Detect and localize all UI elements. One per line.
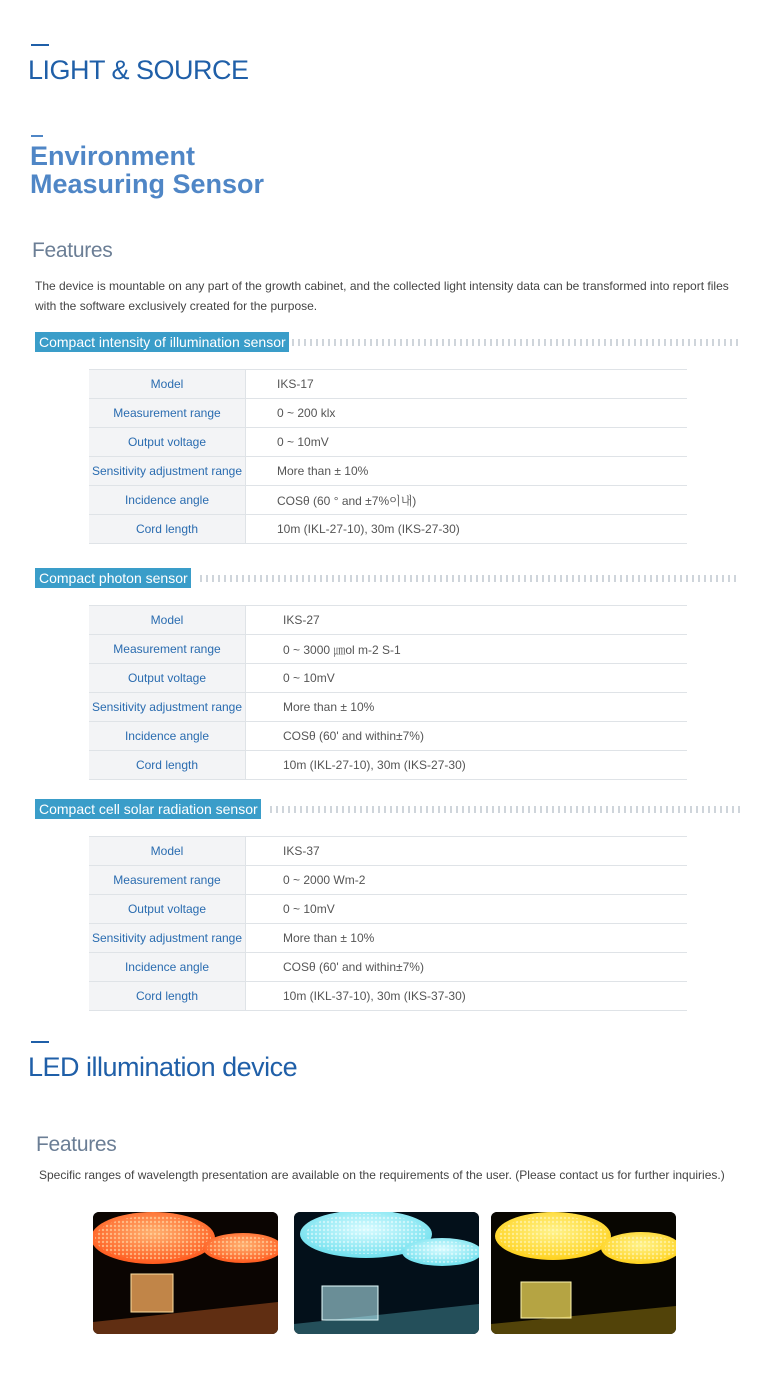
row-value: IKS-17 — [277, 377, 314, 391]
row-value: 0 ~ 10mV — [283, 902, 335, 916]
row-label: Output voltage — [89, 895, 246, 924]
table-row — [89, 837, 687, 866]
dotted-rule — [200, 575, 740, 582]
spec-table-illumination — [89, 369, 687, 544]
row-label: Model — [89, 606, 246, 635]
row-value: COSθ (60 ° and ±7%이내) — [277, 493, 417, 508]
row-label: Incidence angle — [89, 722, 246, 751]
led-title: LED illumination device — [28, 1052, 298, 1082]
row-value: 0 ~ 3000 ㎛ol m-2 S-1 — [283, 642, 401, 657]
row-label: Measurement range — [89, 399, 246, 428]
row-label: Sensitivity adjustment range — [89, 693, 246, 722]
row-label: Measurement range — [89, 866, 246, 895]
row-value: 10m (IKL-27-10), 30m (IKS-27-30) — [283, 758, 466, 772]
row-value: IKS-27 — [283, 613, 320, 627]
row-value: COSθ (60' and within±7%) — [283, 729, 424, 743]
env-title-line1: Environment — [30, 141, 196, 171]
row-label: Cord length — [89, 751, 246, 780]
led-features-heading: Features — [36, 1133, 117, 1156]
table-row — [89, 664, 687, 693]
led-photo-cyan — [294, 1212, 479, 1334]
table-row — [89, 982, 687, 1011]
row-value: More than ± 10% — [283, 700, 375, 714]
row-label: Incidence angle — [89, 953, 246, 982]
sensor-title: Compact intensity of illumination sensor — [35, 332, 289, 352]
table-row — [89, 953, 687, 982]
table-row — [89, 428, 687, 457]
led-photo-red — [93, 1212, 278, 1334]
row-label: Sensitivity adjustment range — [89, 924, 246, 953]
sensor-bar-photon — [35, 568, 740, 588]
table-row — [89, 399, 687, 428]
led-photo-yellow — [491, 1212, 676, 1334]
table-row — [89, 722, 687, 751]
table-row — [89, 370, 687, 399]
row-value: 0 ~ 10mV — [277, 435, 329, 449]
env-title — [30, 142, 264, 198]
row-label: Output voltage — [89, 664, 246, 693]
row-value: IKS-37 — [283, 844, 320, 858]
row-value: COSθ (60' and within±7%) — [283, 960, 424, 974]
section-title: LIGHT & SOURCE — [28, 55, 249, 85]
row-label: Sensitivity adjustment range — [89, 457, 246, 486]
spec-table-solar — [89, 836, 687, 1011]
table-row — [89, 751, 687, 780]
row-label: Output voltage — [89, 428, 246, 457]
sensor-bar-illumination — [35, 332, 740, 352]
table-row — [89, 895, 687, 924]
led-photo-yellow-image — [491, 1212, 676, 1334]
sensor-bar-solar — [35, 799, 740, 819]
row-label: Cord length — [89, 515, 246, 544]
led-photo-cyan-image — [294, 1212, 479, 1334]
table-row — [89, 924, 687, 953]
row-label: Incidence angle — [89, 486, 246, 515]
sensor-title: Compact photon sensor — [35, 568, 191, 588]
spec-table-photon — [89, 605, 687, 780]
sensor-title: Compact cell solar radiation sensor — [35, 799, 261, 819]
section-dash — [31, 44, 49, 46]
table-row — [89, 606, 687, 635]
table-row — [89, 457, 687, 486]
row-value: 0 ~ 200 klx — [277, 406, 336, 420]
led-description: Specific ranges of wavelength presentation are available on the requirements of the user. (Please contact us for further inquiries.) — [39, 1168, 725, 1182]
env-title-line2: Measuring Sensor — [30, 169, 265, 199]
table-row — [89, 515, 687, 544]
row-value: 0 ~ 2000 Wm-2 — [283, 873, 366, 887]
row-value: 0 ~ 10mV — [283, 671, 335, 685]
table-row — [89, 486, 687, 515]
row-label: Measurement range — [89, 635, 246, 664]
dotted-rule — [292, 339, 740, 346]
table-row — [89, 693, 687, 722]
env-features-heading: Features — [32, 239, 113, 262]
row-label: Model — [89, 370, 246, 399]
row-value: More than ± 10% — [283, 931, 375, 945]
led-dash — [31, 1041, 49, 1043]
row-label: Model — [89, 837, 246, 866]
env-description: The device is mountable on any part of the growth cabinet, and the collected light intensity data can be transformed into report files with the software exclusively created for the purpose. — [35, 279, 729, 313]
led-photo-red-image — [93, 1212, 278, 1334]
row-label: Cord length — [89, 982, 246, 1011]
table-row — [89, 635, 687, 664]
row-value: 10m (IKL-27-10), 30m (IKS-27-30) — [277, 522, 460, 536]
row-value: 10m (IKL-37-10), 30m (IKS-37-30) — [283, 989, 466, 1003]
table-row — [89, 866, 687, 895]
env-dash — [31, 135, 43, 137]
dotted-rule — [270, 806, 740, 813]
row-value: More than ± 10% — [277, 464, 369, 478]
